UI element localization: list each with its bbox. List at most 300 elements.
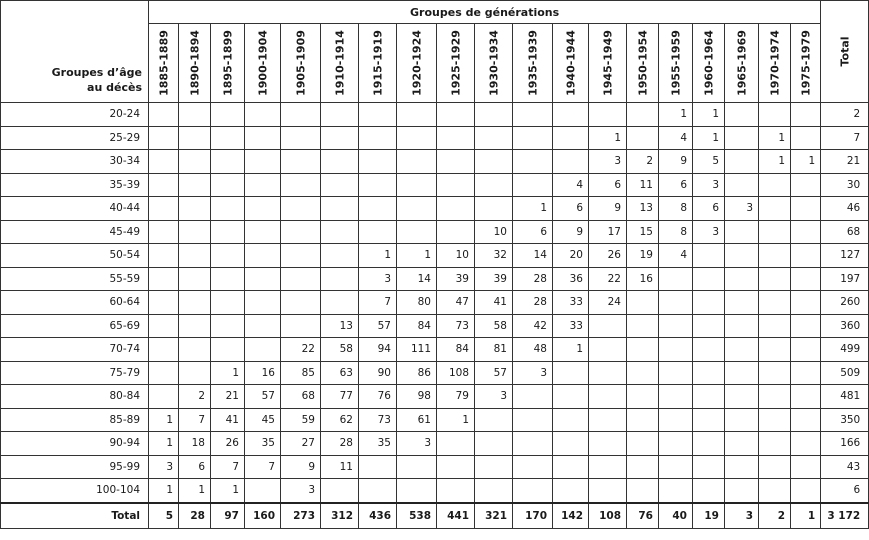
table-cell (359, 173, 397, 197)
column-total-cell: 19 (693, 503, 725, 529)
table-cell (437, 173, 475, 197)
table-cell (693, 479, 725, 503)
table-cell (211, 126, 245, 150)
table-cell: 47 (437, 291, 475, 315)
table-cell (791, 220, 821, 244)
table-cell (659, 338, 693, 362)
age-group-label: 20-24 (1, 103, 149, 127)
table-row (1, 220, 869, 244)
table-cell (211, 220, 245, 244)
column-total-cell: 170 (513, 503, 553, 529)
generation-header (281, 24, 321, 103)
table-cell: 62 (321, 408, 359, 432)
table-cell: 45 (245, 408, 281, 432)
table-cell (149, 150, 179, 174)
row-total-cell: 166 (821, 432, 869, 456)
table-cell (281, 244, 321, 268)
age-group-label: 25-29 (1, 126, 149, 150)
table-cell: 17 (589, 220, 627, 244)
table-cell: 3 (513, 361, 553, 385)
table-cell (759, 291, 791, 315)
table-cell: 98 (397, 385, 437, 409)
generation-header (553, 24, 589, 103)
table-cell (513, 408, 553, 432)
age-group-label: 90-94 (1, 432, 149, 456)
table-cell (149, 220, 179, 244)
table-cell: 7 (211, 455, 245, 479)
table-cell (179, 267, 211, 291)
table-cell: 1 (149, 408, 179, 432)
age-group-label: 80-84 (1, 385, 149, 409)
table-cell (759, 338, 791, 362)
table-cell: 1 (359, 244, 397, 268)
table-cell: 20 (553, 244, 589, 268)
table-cell (149, 291, 179, 315)
table-cell (245, 197, 281, 221)
table-cell (659, 408, 693, 432)
table-cell (149, 267, 179, 291)
generation-header-label: 1905-1909 (294, 30, 307, 96)
table-cell (791, 197, 821, 221)
table-cell (281, 103, 321, 127)
table-cell: 3 (359, 267, 397, 291)
row-total-cell: 509 (821, 361, 869, 385)
table-cell (759, 103, 791, 127)
table-row (1, 291, 869, 315)
table-cell: 42 (513, 314, 553, 338)
table-cell (179, 126, 211, 150)
table-cell (553, 150, 589, 174)
table-cell (513, 150, 553, 174)
table-cell (725, 432, 759, 456)
table-cell (759, 197, 791, 221)
table-cell: 1 (693, 126, 725, 150)
table-row (1, 126, 869, 150)
age-group-label: 55-59 (1, 267, 149, 291)
row-total-cell: 46 (821, 197, 869, 221)
table-cell: 1 (513, 197, 553, 221)
table-cell (791, 244, 821, 268)
table-cell: 39 (437, 267, 475, 291)
generation-header (149, 24, 179, 103)
generation-header (475, 24, 513, 103)
table-cell (179, 361, 211, 385)
column-total-cell: 273 (281, 503, 321, 529)
table-cell: 6 (553, 197, 589, 221)
table-cell (791, 267, 821, 291)
table-cell: 7 (359, 291, 397, 315)
table-cell: 2 (179, 385, 211, 409)
generation-header-label: 1950-1954 (636, 30, 649, 96)
table-cell: 63 (321, 361, 359, 385)
table-row (1, 361, 869, 385)
table-cell (321, 479, 359, 503)
table-cell (321, 173, 359, 197)
table-cell: 19 (627, 244, 659, 268)
table-cell (659, 385, 693, 409)
table-row (1, 479, 869, 503)
table-cell: 1 (553, 338, 589, 362)
table-cell: 3 (475, 385, 513, 409)
table-cell: 9 (659, 150, 693, 174)
table-cell: 18 (179, 432, 211, 456)
table-cell: 84 (437, 338, 475, 362)
table-cell: 1 (149, 479, 179, 503)
table-cell (437, 126, 475, 150)
column-total-cell: 108 (589, 503, 627, 529)
generation-header (245, 24, 281, 103)
table-cell (149, 244, 179, 268)
table-cell: 6 (179, 455, 211, 479)
column-total-cell: 76 (627, 503, 659, 529)
row-total-cell: 197 (821, 267, 869, 291)
table-cell (659, 479, 693, 503)
table-row (1, 197, 869, 221)
table-cell: 68 (281, 385, 321, 409)
table-row (1, 338, 869, 362)
table-cell (627, 385, 659, 409)
generation-header-label: 1935-1939 (526, 30, 539, 96)
table-cell (627, 126, 659, 150)
table-cell: 48 (513, 338, 553, 362)
table-cell (245, 314, 281, 338)
table-cell (589, 432, 627, 456)
table-cell (627, 314, 659, 338)
generation-header-label: 1970-1974 (768, 30, 781, 96)
table-row (1, 385, 869, 409)
generation-header-label: 1965-1969 (735, 30, 748, 96)
table-cell (397, 126, 437, 150)
table-cell: 16 (627, 267, 659, 291)
row-total-cell: 43 (821, 455, 869, 479)
table-cell: 13 (321, 314, 359, 338)
table-cell (211, 291, 245, 315)
table-cell (725, 150, 759, 174)
age-header-line2: au décès (87, 81, 142, 94)
table-cell (791, 361, 821, 385)
table-cell (475, 479, 513, 503)
table-cell: 14 (397, 267, 437, 291)
generation-header (397, 24, 437, 103)
table-cell (321, 291, 359, 315)
table-cell (791, 338, 821, 362)
table-cell: 11 (321, 455, 359, 479)
row-total-cell: 260 (821, 291, 869, 315)
table-cell (553, 432, 589, 456)
table-cell: 5 (693, 150, 725, 174)
column-total-cell: 312 (321, 503, 359, 529)
table-cell (359, 150, 397, 174)
table-cell (553, 479, 589, 503)
column-total-cell: 3 (725, 503, 759, 529)
table-cell (149, 173, 179, 197)
row-total-cell: 30 (821, 173, 869, 197)
table-cell (659, 361, 693, 385)
table-cell: 9 (589, 197, 627, 221)
table-cell (759, 432, 791, 456)
row-total-cell: 2 (821, 103, 869, 127)
age-group-label: 30-34 (1, 150, 149, 174)
table-cell: 57 (359, 314, 397, 338)
table-cell: 26 (211, 432, 245, 456)
table-cell (179, 338, 211, 362)
table-cell (513, 173, 553, 197)
age-group-label: 35-39 (1, 173, 149, 197)
table-cell (553, 455, 589, 479)
table-cell: 1 (211, 361, 245, 385)
table-cell: 77 (321, 385, 359, 409)
table-cell (627, 432, 659, 456)
table-cell (211, 173, 245, 197)
table-row (1, 103, 869, 127)
table-cell: 1 (791, 150, 821, 174)
age-header-line1: Groupes d’âge (51, 66, 142, 79)
generation-header-label: 1955-1959 (669, 30, 682, 96)
table-cell (245, 150, 281, 174)
table-cell: 15 (627, 220, 659, 244)
row-total-cell: 499 (821, 338, 869, 362)
table-cell (553, 408, 589, 432)
table-cell (589, 385, 627, 409)
table-cell: 76 (359, 385, 397, 409)
table-cell (725, 361, 759, 385)
column-total-cell: 321 (475, 503, 513, 529)
table-cell: 28 (321, 432, 359, 456)
table-cell (281, 197, 321, 221)
table-cell (693, 314, 725, 338)
table-cell (693, 432, 725, 456)
table-cell: 3 (281, 479, 321, 503)
table-cell (179, 291, 211, 315)
table-cell (725, 244, 759, 268)
table-cell (589, 103, 627, 127)
column-total-cell: 5 (149, 503, 179, 529)
table-cell (211, 267, 245, 291)
table-cell: 86 (397, 361, 437, 385)
generation-header (437, 24, 475, 103)
table-cell (321, 150, 359, 174)
table-cell: 1 (397, 244, 437, 268)
generation-header-label: 1885-1889 (157, 30, 170, 96)
table-cell: 85 (281, 361, 321, 385)
row-total-cell: 481 (821, 385, 869, 409)
age-group-label: 40-44 (1, 197, 149, 221)
table-cell (759, 385, 791, 409)
table-cell: 1 (659, 103, 693, 127)
table-cell (211, 314, 245, 338)
table-row (1, 150, 869, 174)
table-cell (245, 103, 281, 127)
total-column-header (821, 1, 869, 103)
generation-header-label: 1925-1929 (449, 30, 462, 96)
table-cell: 73 (437, 314, 475, 338)
table-cell (627, 103, 659, 127)
table-cell (693, 408, 725, 432)
table-row (1, 173, 869, 197)
column-total-cell: 538 (397, 503, 437, 529)
table-cell (149, 385, 179, 409)
generation-header-label: 1960-1964 (702, 30, 715, 96)
table-cell (245, 126, 281, 150)
generation-header-label: 1910-1914 (333, 30, 346, 96)
table-cell (281, 126, 321, 150)
table-cell (627, 479, 659, 503)
table-cell (725, 479, 759, 503)
generation-header-label: 1975-1979 (799, 30, 813, 96)
generation-header (759, 24, 791, 103)
table-cell: 7 (245, 455, 281, 479)
table-cell (437, 150, 475, 174)
table-cell (475, 432, 513, 456)
table-cell (211, 150, 245, 174)
table-cell (179, 103, 211, 127)
age-group-label: 60-64 (1, 291, 149, 315)
table-cell (759, 244, 791, 268)
table-cell: 6 (513, 220, 553, 244)
grand-total-cell: 3 172 (821, 503, 869, 529)
table-cell (513, 479, 553, 503)
table-cell: 57 (245, 385, 281, 409)
table-cell (437, 197, 475, 221)
table-cell (725, 408, 759, 432)
table-cell: 58 (475, 314, 513, 338)
table-row (1, 408, 869, 432)
table-cell (513, 432, 553, 456)
table-cell: 3 (725, 197, 759, 221)
table-cell (513, 385, 553, 409)
table-cell (149, 361, 179, 385)
table-cell (693, 455, 725, 479)
table-cell (693, 291, 725, 315)
table-cell: 22 (589, 267, 627, 291)
table-cell (397, 150, 437, 174)
table-cell: 3 (693, 173, 725, 197)
table-cell (475, 197, 513, 221)
table-cell: 4 (659, 126, 693, 150)
table-cell (149, 314, 179, 338)
generation-header-label: 1930-1934 (487, 30, 500, 96)
table-cell (149, 126, 179, 150)
table-cell: 111 (397, 338, 437, 362)
row-total-cell: 350 (821, 408, 869, 432)
table-cell: 59 (281, 408, 321, 432)
table-cell (627, 291, 659, 315)
column-total-cell: 142 (553, 503, 589, 529)
table-cell: 90 (359, 361, 397, 385)
table-cell (725, 455, 759, 479)
table-cell (359, 126, 397, 150)
generation-header-label: 1890-1894 (188, 30, 201, 96)
table-cell (359, 103, 397, 127)
table-cell (281, 173, 321, 197)
table-cell (321, 244, 359, 268)
column-total-cell: 436 (359, 503, 397, 529)
table-cell (725, 338, 759, 362)
table-cell (149, 338, 179, 362)
table-cell: 33 (553, 291, 589, 315)
generation-header (725, 24, 759, 103)
table-cell (245, 173, 281, 197)
generation-header-label: 1915-1919 (371, 30, 384, 96)
table-cell (659, 432, 693, 456)
column-total-cell: 40 (659, 503, 693, 529)
table-cell: 36 (553, 267, 589, 291)
table-cell (553, 361, 589, 385)
table-cell (475, 126, 513, 150)
generation-header (321, 24, 359, 103)
table-cell: 41 (211, 408, 245, 432)
row-total-cell: 360 (821, 314, 869, 338)
table-cell (659, 291, 693, 315)
table-cell: 84 (397, 314, 437, 338)
generation-header (693, 24, 725, 103)
table-cell: 8 (659, 197, 693, 221)
table-cell (759, 314, 791, 338)
table-cell (791, 314, 821, 338)
table-cell (589, 455, 627, 479)
table-cell: 94 (359, 338, 397, 362)
table-cell (725, 126, 759, 150)
table-cell (725, 314, 759, 338)
table-cell: 7 (179, 408, 211, 432)
table-cell (759, 220, 791, 244)
age-group-label: 75-79 (1, 361, 149, 385)
table-cell (359, 220, 397, 244)
generation-header-label: 1920-1924 (410, 30, 423, 96)
table-cell: 108 (437, 361, 475, 385)
table-cell (475, 150, 513, 174)
generation-header (179, 24, 211, 103)
table-cell: 61 (397, 408, 437, 432)
table-cell (211, 244, 245, 268)
table-cell (791, 479, 821, 503)
table-cell (553, 103, 589, 127)
table-cell (475, 173, 513, 197)
table-cell (179, 244, 211, 268)
table-cell: 26 (589, 244, 627, 268)
table-row (1, 244, 869, 268)
table-cell: 8 (659, 220, 693, 244)
table-cell (791, 385, 821, 409)
table-cell (589, 338, 627, 362)
row-total-cell: 6 (821, 479, 869, 503)
generation-header (589, 24, 627, 103)
table-cell (627, 338, 659, 362)
table-row (1, 267, 869, 291)
table-cell (475, 103, 513, 127)
table-cell (589, 479, 627, 503)
table-cell (321, 220, 359, 244)
table-cell (725, 291, 759, 315)
table-cell (553, 126, 589, 150)
table-cell: 1 (759, 150, 791, 174)
age-group-label: 70-74 (1, 338, 149, 362)
table-cell (759, 361, 791, 385)
generation-header-label: 1940-1944 (564, 30, 577, 96)
table-cell (759, 173, 791, 197)
table-cell: 1 (179, 479, 211, 503)
table-cell (693, 385, 725, 409)
table-cell: 3 (693, 220, 725, 244)
column-total-cell: 160 (245, 503, 281, 529)
table-cell (693, 361, 725, 385)
table-cell (659, 455, 693, 479)
table-cell: 14 (513, 244, 553, 268)
totals-row (1, 503, 869, 529)
table-cell (759, 408, 791, 432)
table-cell (179, 150, 211, 174)
table-cell (179, 197, 211, 221)
